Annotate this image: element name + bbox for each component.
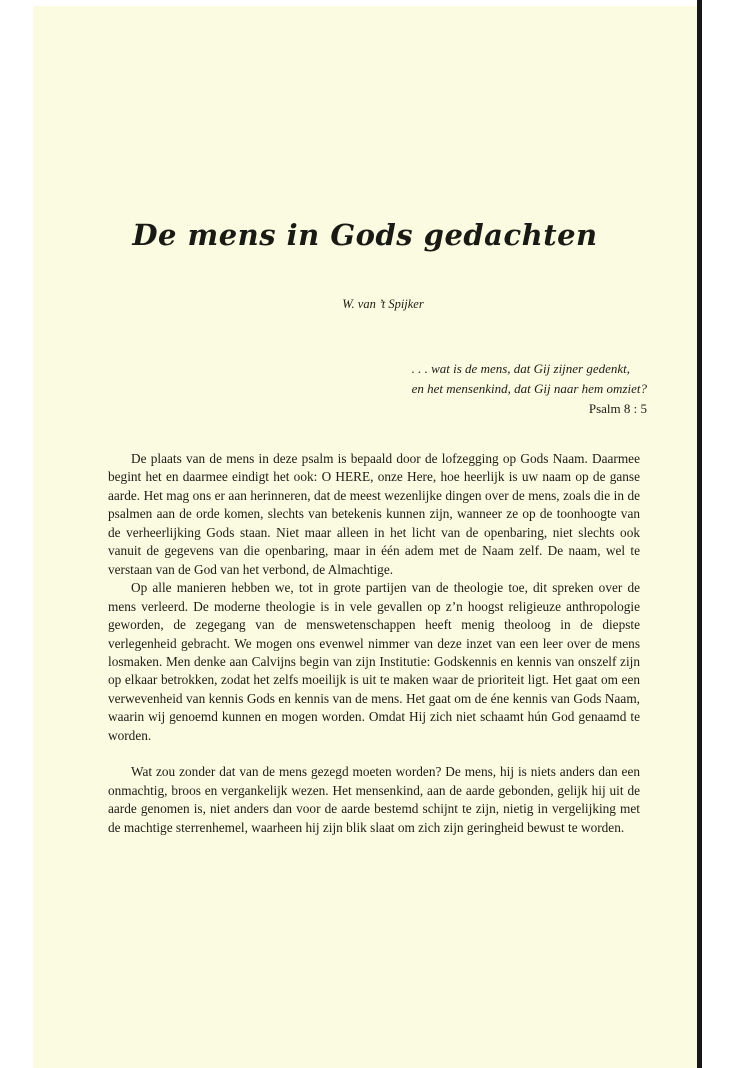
paragraph: Wat zou zonder dat van de mens gezegd moeten worden? De mens, hij is niets anders dan een onmachtig, broos en vergankelijk wezen. Het mensenkind, aan de aarde gebonden, gelijk hij uit de aarde genomen is, niet anders dan voor de aarde bestemd schijnt te zijn, nietig in vergelijking met de machtige sterrenhemel, waarheen hij zijn blik slaat om zich zijn geringheid bewust te worden.	[108, 764, 640, 835]
document-page	[33, 6, 697, 1068]
epigraph-line: . . . wat is de mens, dat Gij zijner gedenkt,	[411, 361, 631, 376]
paragraph: Op alle manieren hebben we, tot in grote partijen van de theologie toe, dit spreken over de mens verleerd. De moderne theologie is in vele gevallen op z’n hoogst religieuze anthropologie geworden, de zegegang van de menswetenschappen heeft menig theoloog in de diepste verlegenheid gebracht. We mogen ons evenwel nimmer van deze inzet van een leer over de mens losmaken. Men denke aan Calvijns begin van zijn Institutie: Godskennis en kennis van onszelf zijn op elkaar betrokken, zodat het zelfs moeilijk is uit te maken waar de prioriteit ligt. Het gaat om een verwevenheid van kennis Gods en kennis van de mens. Het gaat om de éne kennis van Gods Naam, waarin wij genoemd kunnen en mogen worden. Omdat Hij zich niet schaamt hún God genaamd te worden.	[108, 580, 640, 743]
epigraph-reference: Psalm 8 : 5	[588, 401, 647, 416]
page-title: De mens in Gods gedachten	[132, 218, 598, 252]
author-name: W. van ’t Spijker	[342, 297, 424, 311]
paragraph: De plaats van de mens in deze psalm is bepaald door de lofzegging op Gods Naam. Daarmee begint het en daarmee eindigt het ook: O HERE, onze Here, hoe heerlijk is uw naam op de ganse aarde. Het mag ons er aan herinneren, dat de meest wezenlijke dingen over de mens, zoals die in de psalmen aan de orde komen, slechts van betekenis kunnen zijn, wanneer ze op de toonhoogte van de verheerlijking Gods staan. Niet maar alleen in het licht van de openbaring, niet slechts ook vanuit de gegevens van die openbaring, maar in één adem met de Naam zelf. De naam, wel te verstaan van de God van het verbond, de Almachtige.	[108, 451, 640, 577]
body-text	[108, 450, 640, 837]
page-edge	[697, 0, 702, 1068]
epigraph	[412, 359, 647, 419]
epigraph-line: en het mensenkind, dat Gij naar hem omziet?	[411, 381, 647, 396]
